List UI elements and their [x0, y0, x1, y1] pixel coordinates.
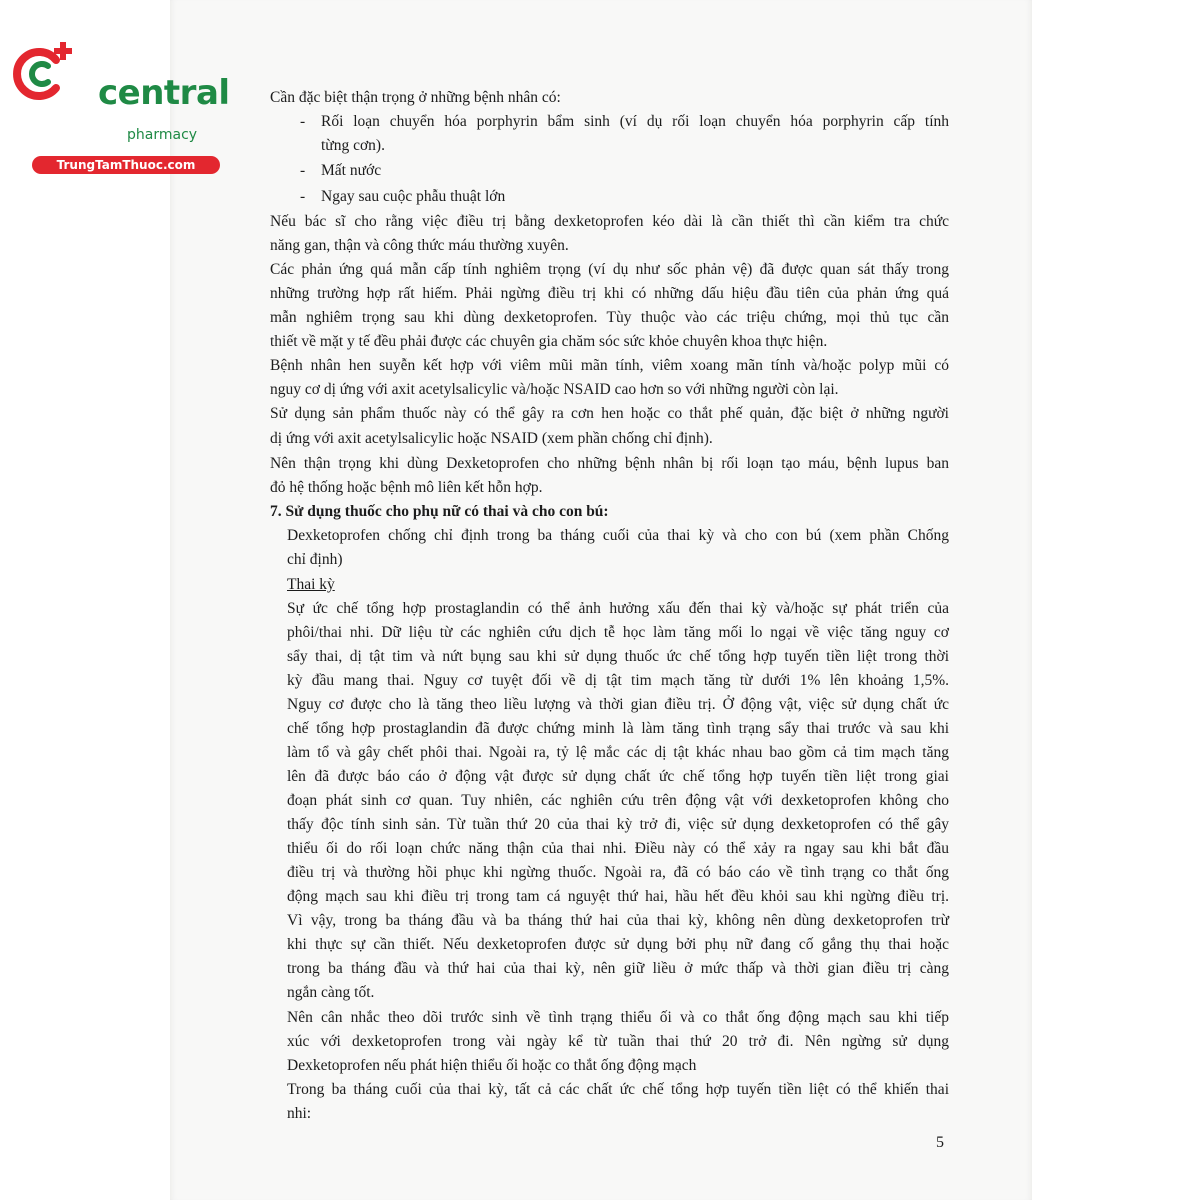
text-line: những trường hợp rất hiếm. Phải ngừng điều trị khi có những dấu hiệu đầu tiên của phản ứng quá	[270, 285, 949, 302]
logo-name: central	[98, 73, 230, 113]
list-item: Mất nước	[321, 162, 382, 179]
text-line: ngắn càng tốt.	[287, 984, 375, 1001]
text-line: Nếu bác sĩ cho rằng việc điều trị bằng dexketoprofen kéo dài là cần thiết thì cần kiểm tra chức	[270, 213, 949, 230]
text-line: xúc với dexketoprofen trong vài ngày kể từ tuần thai thứ 20 trở đi. Nên ngừng sử dụng	[287, 1033, 949, 1050]
text-line: lên đã được báo cáo ở động vật được sử dụng chất ức chế tổng hợp tuyến tiền liệt trong giai	[287, 768, 949, 785]
text-line: đoạn phát sinh cơ quan. Tuy nhiên, các nghiên cứu trên động vật với dexketoprofen không cho	[287, 792, 949, 809]
text-line: Các phản ứng quá mẫn cấp tính nghiêm trọng (ví dụ như sốc phản vệ) đã được quan sát thấy trong	[270, 261, 949, 278]
text-line: dị ứng với axit acetylsalicylic hoặc NSAID (xem phần chống chỉ định).	[270, 430, 713, 447]
text-line: làm tổ và gây chết phôi thai. Ngoài ra, tỷ lệ mắc các dị tật khác nhau bao gồm cả tim mạch tăng	[287, 744, 949, 761]
bullet-dash: -	[300, 113, 306, 130]
text-line: phôi/thai nhi. Dữ liệu từ các nghiên cứu dịch tễ học làm tăng mối lo ngại về việc tăng nguy cơ	[287, 624, 949, 641]
pharmacy-logo-icon	[10, 38, 78, 106]
central-pharmacy-logo	[10, 38, 230, 172]
text-line: Bệnh nhân hen suyễn kết hợp với viêm mũi mãn tính, viêm xoang mãn tính và/hoặc polyp mũi có	[270, 357, 949, 374]
text-line: Sử dụng sản phẩm thuốc này có thể gây ra cơn hen hoặc co thắt phế quản, đặc biệt ở những người	[270, 405, 949, 422]
text-line: chế tổng hợp prostaglandin đã được chứng minh là làm tăng tình trạng sẩy thai trước và sau khi	[287, 720, 949, 737]
text-line: Nên cân nhắc theo dõi trước sinh về tình trạng thiểu ối và co thắt ống động mạch sau khi tiếp	[287, 1009, 949, 1026]
text-line: khi thực sự cần thiết. Nếu dexketoprofen được sử dụng bởi phụ nữ đang cố gắng thụ thai hoặc	[287, 936, 949, 953]
text-line: mẫn nghiêm trọng sau khi dùng dexketoprofen. Tùy thuộc vào các triệu chứng, mọi thủ tục cần	[270, 309, 949, 326]
text-line: Nên thận trọng khi dùng Dexketoprofen cho những bệnh nhân bị rối loạn tạo máu, bệnh lupus ban	[270, 455, 949, 472]
text-line: Trong ba tháng cuối của thai kỳ, tất cả các chất ức chế tổng hợp tuyến tiền liệt có thể khiến thai	[287, 1081, 949, 1098]
text-line: thiết về mặt y tế đều phải được các chuyên gia chăm sóc sức khỏe chuyên khoa thực hiện.	[270, 333, 828, 350]
text-line: Dexketoprofen nếu phát hiện thiểu ối hoặc co thắt ống động mạch	[287, 1057, 697, 1074]
logo-subtitle: pharmacy	[127, 127, 198, 143]
list-item: Rối loạn chuyển hóa porphyrin bẩm sinh (ví dụ rối loạn chuyển hóa porphyrin cấp tính	[321, 113, 949, 130]
bullet-dash: -	[300, 188, 306, 205]
text-line: thiểu ối do rối loạn chức năng thận của thai nhi. Điều này có thể xảy ra ngay sau khi bắt đầu	[287, 840, 949, 857]
text-line: trong ba tháng đầu và thứ hai của thai kỳ, nên giữ liều ở mức thấp và thời gian điều trị càng	[287, 960, 949, 977]
subsection-heading: Thai kỳ	[287, 576, 335, 593]
text-line: nhi:	[287, 1105, 312, 1122]
text-line: động mạch sau khi điều trị trong tam cá nguyệt thứ hai, hầu hết đều khỏi sau khi ngừng điều trị.	[287, 888, 949, 905]
text-line: Cần đặc biệt thận trọng ở những bệnh nhân có:	[270, 89, 561, 106]
text-line: Vì vậy, trong ba tháng đầu và ba tháng thứ hai của thai kỳ, không nên dùng dexketoprofen trừ	[287, 912, 949, 929]
text-line: năng gan, thận và công thức máu thường xuyên.	[270, 237, 569, 254]
text-line: thấy độc tính sinh sản. Từ tuần thứ 20 của thai kỳ trở đi, việc sử dụng dexketoprofen có thể gây	[287, 816, 949, 833]
bullet-dash: -	[300, 162, 306, 179]
text-line: Nguy cơ được cho là tăng theo liều lượng và thời gian điều trị. Ở động vật, việc sử dụng chất ức	[287, 696, 949, 713]
text-line: chỉ định)	[287, 551, 343, 568]
list-item-continuation: từng cơn).	[321, 137, 385, 154]
logo-website: TrungTamThuoc.com	[32, 156, 220, 174]
section-heading: 7. Sử dụng thuốc cho phụ nữ có thai và cho con bú:	[270, 503, 609, 520]
text-line: Dexketoprofen chống chỉ định trong ba tháng cuối của thai kỳ và cho con bú (xem phần Chống	[287, 527, 949, 544]
text-line: đỏ hệ thống hoặc bệnh mô liên kết hỗn hợp.	[270, 479, 543, 496]
page-number: 5	[936, 1134, 944, 1151]
text-line: nguy cơ dị ứng với axit acetylsalicylic và/hoặc NSAID cao hơn so với những người còn lại.	[270, 381, 839, 398]
text-line: sẩy thai, dị tật tim và nứt bụng sau khi sử dụng thuốc ức chế tổng hợp tuyến tiền liệt trong thời	[287, 648, 949, 665]
text-line: kỳ đầu mang thai. Nguy cơ tuyệt đối về dị tật tim mạch tăng từ dưới 1% lên khoảng 1,5%.	[287, 672, 949, 689]
text-line: điều trị và thường hồi phục khi ngừng thuốc. Ngoài ra, đã có báo cáo về tình trạng co thắt ống	[287, 864, 949, 881]
text-line: Sự ức chế tổng hợp prostaglandin có thể ảnh hưởng xấu đến thai kỳ và/hoặc sự phát triển của	[287, 600, 949, 617]
list-item: Ngay sau cuộc phẫu thuật lớn	[321, 188, 506, 205]
